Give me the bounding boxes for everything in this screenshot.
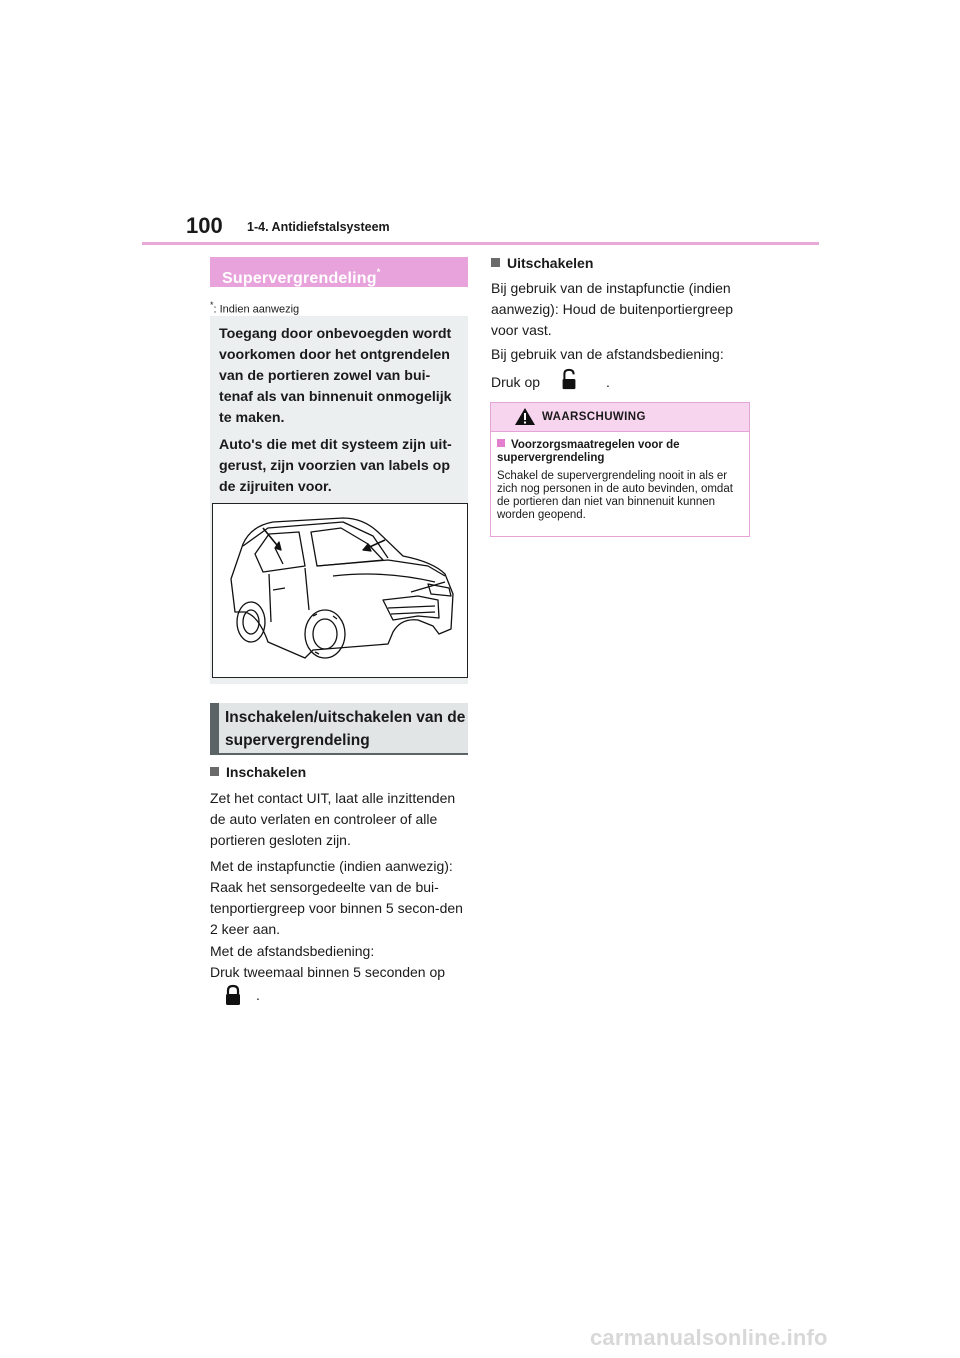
warning-subheading (491, 432, 749, 465)
warning-title: WAARSCHUWING (542, 411, 646, 423)
heading-asterisk: * (376, 267, 381, 277)
unlock-icon (560, 368, 578, 395)
bullet-square-icon (497, 439, 505, 447)
enable-paragraph-1: Zet het contact UIT, laat alle inzittenden de auto verlaten en controleer of alle portieren gesloten zijn. (210, 790, 456, 848)
intro-paragraph-2: Auto's die met dit systeem zijn uit-gerust, zijn voorzien van labels op de zijruiten voor. (219, 437, 452, 495)
enable-heading-text: Inschakelen (226, 764, 307, 780)
bullet-square-icon (491, 258, 500, 267)
page-number: 100 (186, 213, 223, 238)
disable-paragraph-2: Bij gebruik van de afstandsbediening: (491, 346, 724, 362)
header-rule (142, 242, 819, 245)
enable-paragraph-2: Met de instapfunctie (indien aanwezig): Raak het sensorgedeelte van de bui-tenportiergreep voor binnen 5 secon-den 2 keer aan. (210, 858, 463, 937)
enable-paragraph-3b: Druk tweemaal binnen 5 seconden op (210, 964, 446, 980)
watermark: carmanualsonline.info (590, 1325, 828, 1350)
section-title: 1-4. Antidiefstalsysteem (247, 220, 390, 234)
lock-icon (224, 984, 242, 1011)
warning-triangle-icon (514, 407, 536, 426)
enable-heading (210, 764, 306, 780)
disable-heading (491, 255, 593, 271)
warning-subheading-text: Voorzorgsmaatregelen voor de supervergrendeling (497, 439, 680, 464)
car-illustration (212, 503, 468, 678)
bullet-square-icon (210, 767, 219, 776)
footnote-asterisk: * (210, 300, 214, 310)
subheading: Inschakelen/uitschakelen van de supervergrendeling (210, 703, 468, 755)
warning-body: Schakel de supervergrendeling nooit in als er zich nog personen in de auto bevinden, omdat de portieren dan niet van binnenuit kunnen worden geopend. (497, 470, 733, 521)
disable-paragraph-1: Bij gebruik van de instapfunctie (indien aanwezig): Houd de buitenportiergreep voor vast. (491, 280, 734, 338)
enable-paragraph-3a: Met de afstandsbediening: (210, 943, 375, 959)
warning-box (490, 402, 750, 537)
disable-paragraph-3: Druk op (491, 374, 541, 390)
intro-paragraph-1: Toegang door onbevoegden wordt voorkomen door het ontgrendelen van de portieren zowel van bui-tenaf als van binnenuit onmogelijk te maken. (219, 326, 452, 426)
section-heading-text: Supervergrendeling (222, 270, 377, 287)
disable-heading-text: Uitschakelen (507, 255, 594, 271)
enable-period: . (256, 987, 260, 1003)
disable-period: . (606, 374, 610, 390)
footnote (210, 300, 299, 316)
footnote-text: : Indien aanwezig (213, 303, 300, 316)
section-heading (210, 257, 468, 287)
warning-header (491, 403, 749, 432)
car-icon (213, 504, 467, 677)
